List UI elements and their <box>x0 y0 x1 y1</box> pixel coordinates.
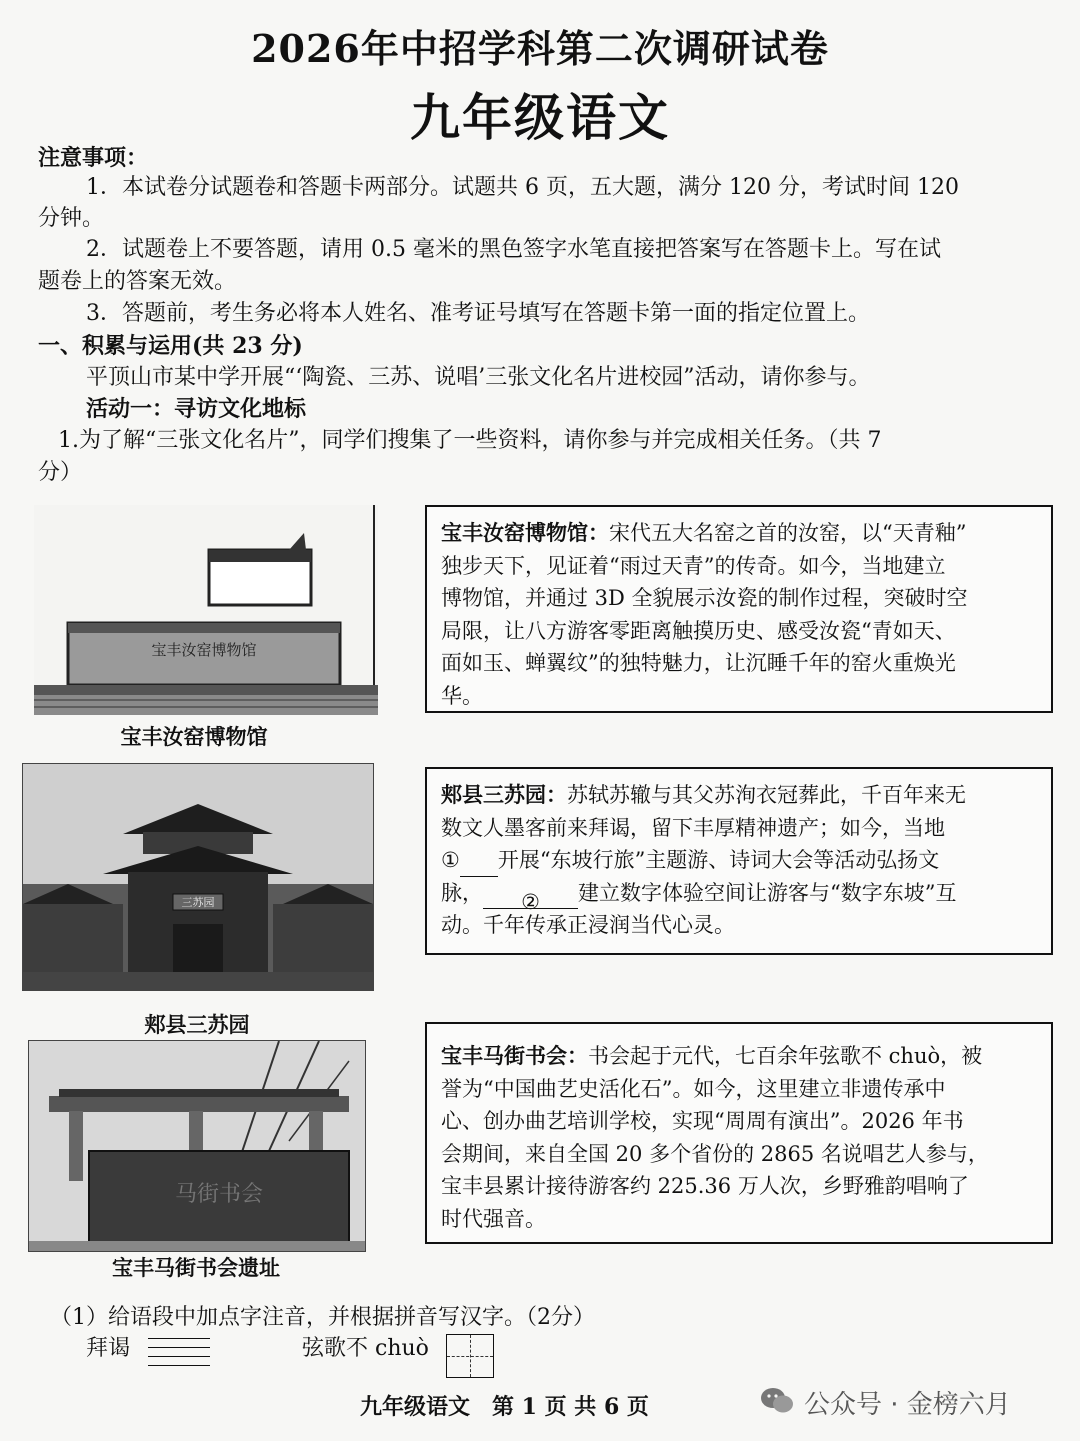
sansu-box-line: 苏轼苏辙与其父苏洵衣冠葬此，千百年来无 <box>567 783 966 807</box>
sansu-text-box <box>425 767 1053 955</box>
notice-item-2-cont: 题卷上的答案无效。 <box>38 269 237 294</box>
museum-photo <box>34 505 378 715</box>
watermark-text: 公众号 · 金榜六月 <box>804 1390 1011 1420</box>
sansu-box-line: 建立数字体验空间让游客与“数字东坡”互 <box>578 880 957 905</box>
blank-1-label: ① <box>441 848 460 872</box>
majie-box-line: 誉为“中国曲艺史活化石”。如今，这里建立非遗传承中 <box>441 1076 946 1101</box>
museum-box-line: 宋代五大名窑之首的汝窑，以“天青釉” <box>609 521 967 545</box>
majie-box-line: 时代强音。 <box>441 1206 546 1231</box>
blank-2-label: ② <box>521 890 540 914</box>
museum-box-line: 局限，让八方游客零距离触摸历史、感受汝瓷“青如天、 <box>441 618 956 643</box>
sansu-box-line: 开展“东坡行旅”主题游、诗词大会等活动弘扬文 <box>497 848 940 872</box>
pinyin-answer-lines[interactable] <box>148 1338 210 1370</box>
question-1: 1.为了解“三张文化名片”，同学们搜集了一些资料，请你参与并完成相关任务。（共 7 <box>58 428 882 453</box>
museum-box-line: 面如玉、蝉翼纹”的独特魅力，让沉睡千年的窑火重焕光 <box>441 651 956 675</box>
museum-sign: 宝丰汝窑博物馆 <box>151 641 257 659</box>
sansu-photo <box>22 763 374 991</box>
museum-box-line: 博物馆，并通过 3D 全貌展示汝瓷的制作过程，突破时空 <box>441 586 968 610</box>
majie-box-line: 会期间，来自全国 20 多个省份的 2865 名说唱艺人参与， <box>441 1141 989 1166</box>
museum-box-line: 华。 <box>441 683 483 708</box>
notice-heading: 注意事项： <box>38 145 149 171</box>
blank-2[interactable] <box>483 886 578 914</box>
majie-photo <box>28 1040 366 1252</box>
page-footer: 九年级语文 第 1 页 共 6 页 <box>360 1394 649 1420</box>
word-baiye-text: 拜谒 <box>86 1336 131 1361</box>
sansu-box-line: 动。千年传承正浸润当代心灵。 <box>441 913 735 937</box>
activity-heading: 活动一：寻访文化地标 <box>86 396 307 422</box>
section-heading: 一、积累与运用(共 23 分) <box>38 333 303 359</box>
exam-title: 2026年中招学科第二次调研试卷 <box>251 26 829 71</box>
wechat-icon <box>760 1386 794 1420</box>
character-answer-box[interactable] <box>446 1334 494 1378</box>
word-xiange: 弦歌不 chuò <box>302 1336 429 1361</box>
word-baiye <box>86 1333 130 1365</box>
majie-box-line: 心、创办曲艺培训学校，实现“周周有演出”。2026 年书 <box>441 1109 964 1133</box>
notice-item-2: 2．试题卷上不要答题，请用 0.5 毫米的黑色签字水笔直接把答案写在答题卡上。写在试 <box>86 237 941 262</box>
museum-caption: 宝丰汝窑博物馆 <box>120 724 268 749</box>
museum-text-box <box>425 505 1053 713</box>
majie-caption: 宝丰马街书会遗址 <box>112 1255 280 1280</box>
notice-item-3: 3．答题前，考生务必将本人姓名、准考证号填写在答题卡第一面的指定位置上。 <box>86 301 870 326</box>
sansu-caption: 郏县三苏园 <box>144 1012 250 1037</box>
museum-box-head: 宝丰汝窑博物馆： <box>441 520 609 545</box>
museum-box-line: 独步天下，见证着“雨过天青”的传奇。如今，当地建立 <box>441 553 946 578</box>
blank-1[interactable] <box>460 854 498 877</box>
majie-box-head: 宝丰马街书会： <box>441 1043 588 1068</box>
sansu-box-line: 脉， <box>441 880 483 905</box>
majie-text-box <box>425 1022 1053 1244</box>
question-1-cont: 分） <box>38 460 83 485</box>
notice-item-1-cont: 分钟。 <box>38 206 105 231</box>
majie-box-line: 宝丰县累计接待游客约 225.36 万人次，乡野雅韵唱响了 <box>441 1174 969 1198</box>
sansu-box-head: 郏县三苏园： <box>441 782 567 807</box>
majie-stone: 马街书会 <box>174 1182 264 1207</box>
sansu-box-line: 数文人墨客前来拜谒，留下丰厚精神遗产；如今，当地 <box>441 815 945 840</box>
watermark <box>760 1384 1011 1421</box>
exam-subject: 九年级语文 <box>410 88 670 147</box>
sub-question-1: （1）给语段中加点字注音，并根据拼音写汉字。（2分） <box>50 1305 595 1330</box>
sansu-plaque: 三苏园 <box>181 896 215 909</box>
majie-box-line: 书会起于元代，七百余年弦歌不 chuò，被 <box>588 1044 983 1068</box>
notice-item-1: 1．本试卷分试题卷和答题卡两部分。试题共 6 页，五大题，满分 120 分，考试时间 120 <box>86 175 959 200</box>
section-intro: 平顶山市某中学开展“‘陶瓷、三苏、说唱’三张文化名片进校园”活动，请你参与。 <box>86 365 871 390</box>
